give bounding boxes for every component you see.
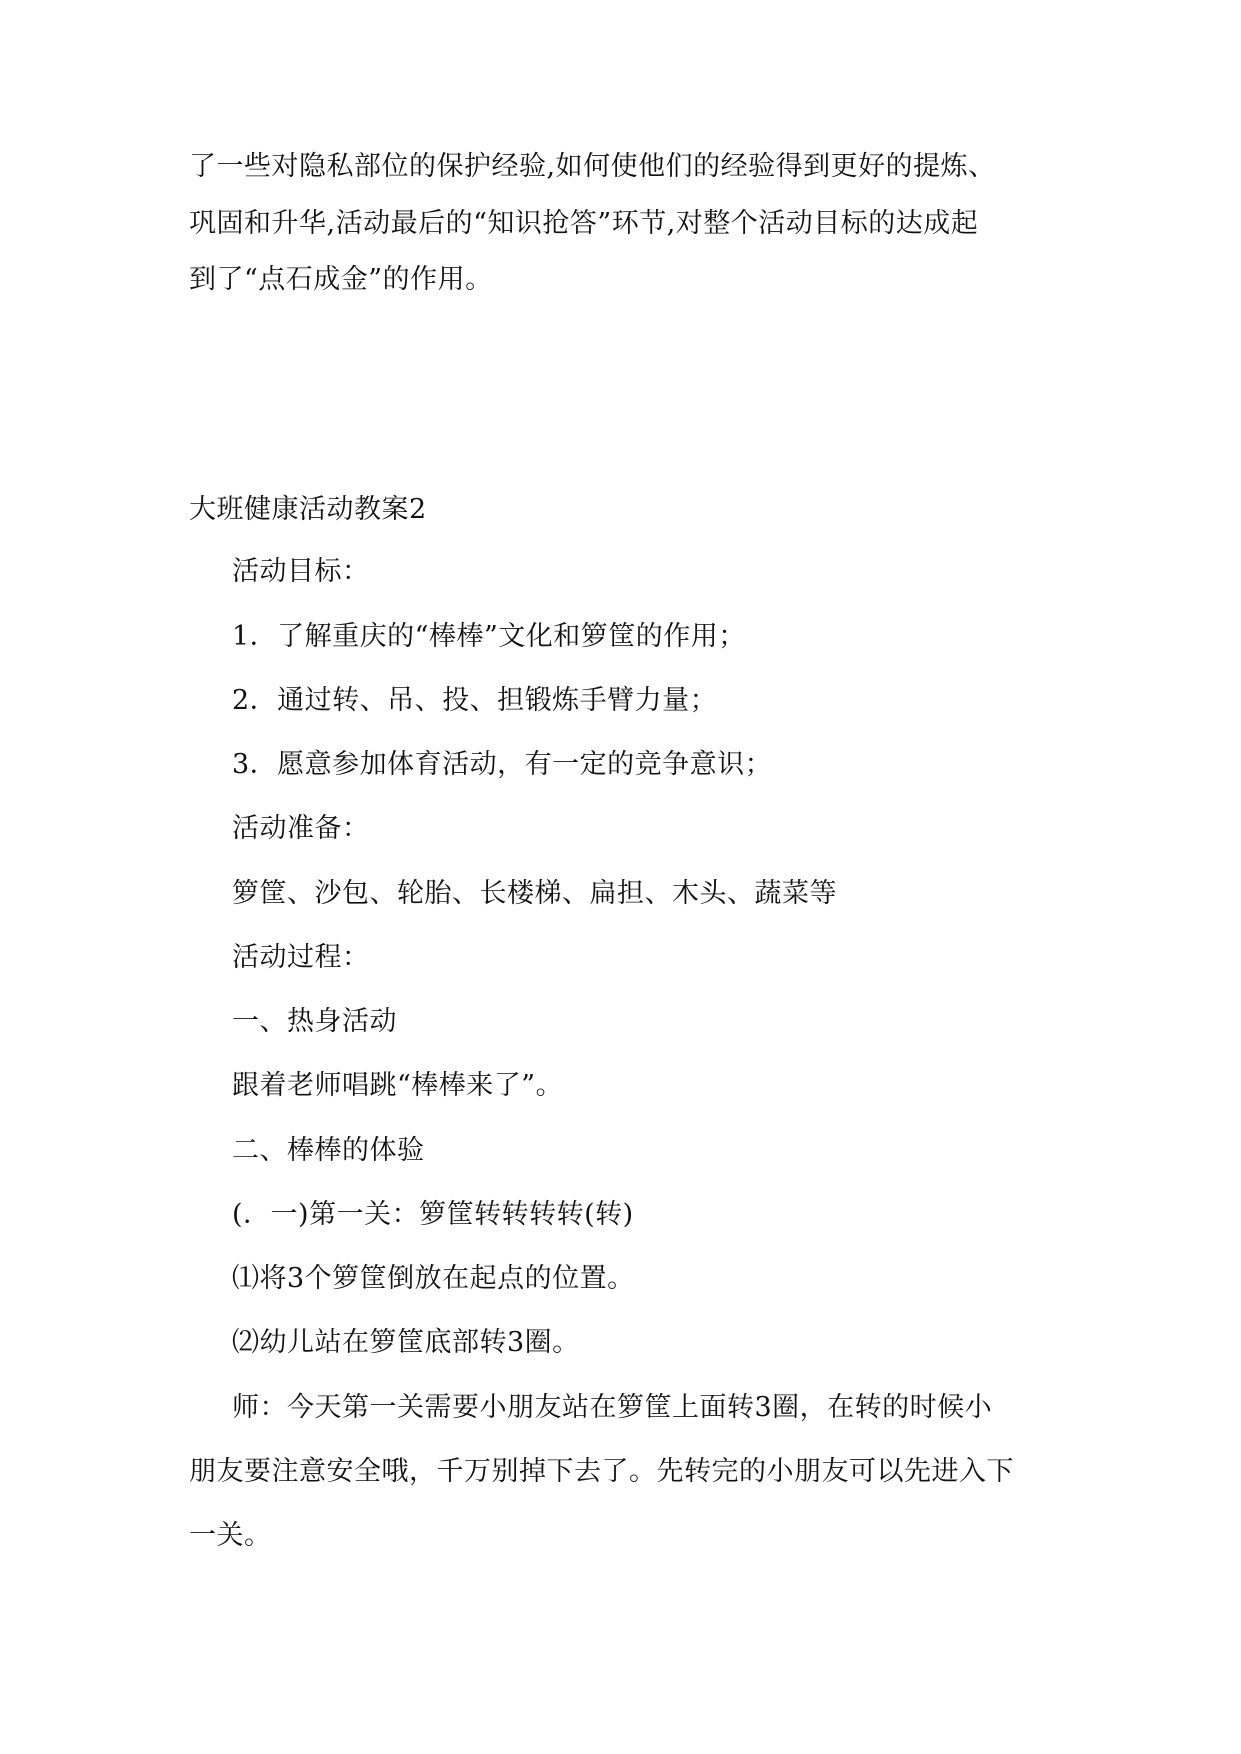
preparation-heading: 活动准备： [232, 813, 370, 844]
process-part2-title: 二、棒棒的体验 [232, 1135, 425, 1166]
teacher-line-1: 师：今天第一关需要小朋友站在箩筐上面转3圈，在转的时候小 [232, 1392, 993, 1423]
preparation-materials: 箩筐、沙包、轮胎、长楼梯、扁担、木头、蔬菜等 [232, 878, 837, 909]
goal-item-2: 2．通过转、吊、投、担锻炼手臂力量； [232, 685, 718, 716]
goal-item-3: 3．愿意参加体育活动，有一定的竞争意识； [232, 749, 773, 780]
level1-title: (．一)第一关：箩筐转转转转(转) [232, 1199, 634, 1230]
intro-line-2: 巩固和升华,活动最后的“知识抢答”环节,对整个活动目标的达成起 [189, 208, 979, 239]
intro-line-1: 了一些对隐私部位的保护经验,如何使他们的经验得到更好的提炼、 [189, 151, 996, 182]
teacher-line-2: 朋友要注意安全哦，千万别掉下去了。先转完的小朋友可以先进入下 [189, 1456, 1014, 1487]
teacher-line-3: 一关。 [189, 1520, 272, 1551]
process-part1-text: 跟着老师唱跳“棒棒来了”。 [232, 1070, 564, 1101]
process-heading: 活动过程： [232, 942, 370, 973]
process-part1-title: 一、热身活动 [232, 1006, 397, 1037]
section-title: 大班健康活动教案2 [189, 494, 427, 525]
level1-step-2: ⑵幼儿站在箩筐底部转3圈。 [232, 1327, 580, 1358]
goals-heading: 活动目标： [232, 556, 370, 587]
level1-step-1: ⑴将3个箩筐倒放在起点的位置。 [232, 1263, 635, 1294]
goal-item-1: 1．了解重庆的“棒棒”文化和箩筐的作用； [232, 621, 746, 652]
intro-line-3: 到了“点石成金”的作用。 [189, 264, 493, 295]
